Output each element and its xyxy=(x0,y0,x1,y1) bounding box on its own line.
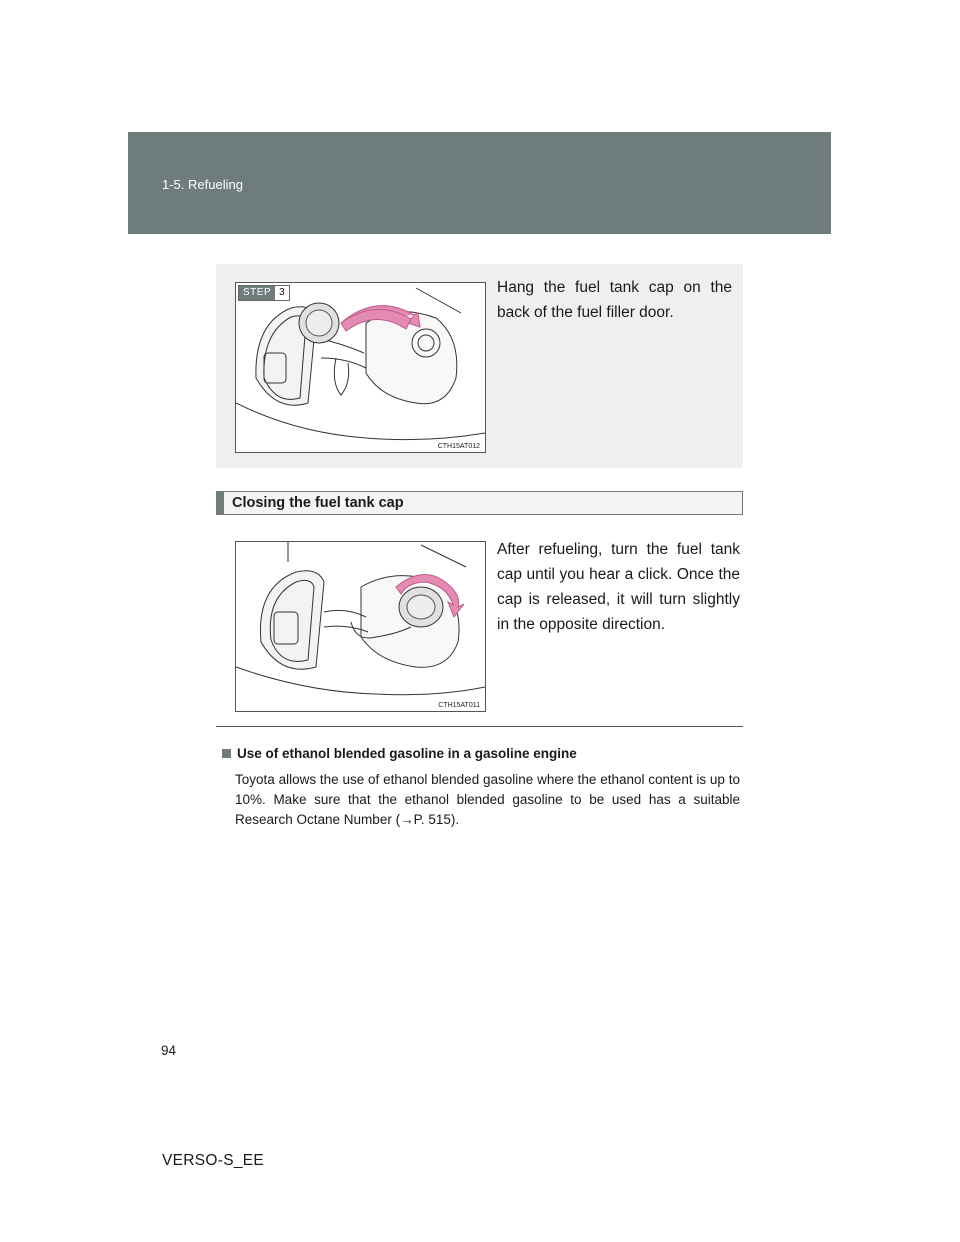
note-body: Toyota allows the use of ethanol blended gasoline where the ethanol content is up to 10%. Make sure that the ethanol blended gasoline to be used has a suitable Research Octane Number (→P. 515). xyxy=(235,772,740,827)
figure-code: CTH15AT012 xyxy=(437,443,480,450)
step-3-text: Hang the fuel tank cap on the back of the fuel filler door. xyxy=(497,279,732,321)
page-number: 94 xyxy=(161,1043,177,1058)
heading-accent xyxy=(217,492,224,514)
fuel-cap-close-drawing xyxy=(236,542,485,711)
note-title-text: Use of ethanol blended gasoline in a gasoline engine xyxy=(237,746,577,761)
note-title xyxy=(222,746,577,761)
closing-heading-bar xyxy=(216,491,743,515)
doc-code: VERSO-S_EE xyxy=(162,1152,265,1169)
closing-text: After refueling, turn the fuel tank cap until you hear a click. Once the cap is released, it will turn slightly in the opposite direction. xyxy=(497,541,740,633)
step-number: 3 xyxy=(275,286,289,300)
step-3-illustration xyxy=(235,282,486,453)
closing-illustration xyxy=(235,541,486,712)
figure-code: CTH15AT011 xyxy=(438,702,480,709)
step-word: STEP xyxy=(239,286,275,300)
closing-heading: Closing the fuel tank cap xyxy=(232,495,404,511)
fuel-cap-hang-drawing xyxy=(236,283,485,452)
section-divider xyxy=(216,726,743,727)
square-bullet-icon xyxy=(222,749,231,758)
step-label xyxy=(238,285,290,301)
section-title: 1-5. Refueling xyxy=(162,177,243,192)
